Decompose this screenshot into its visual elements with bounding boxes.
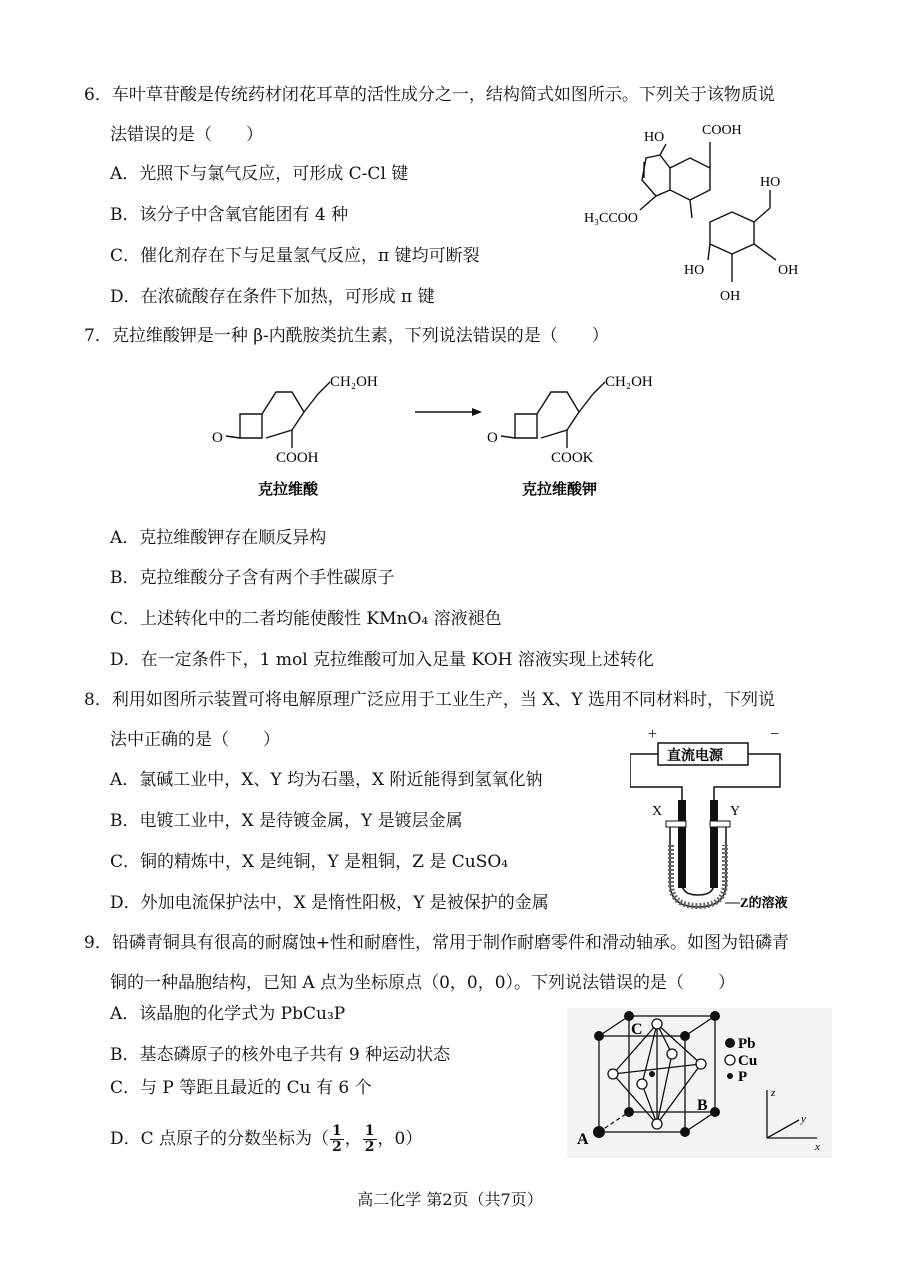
q6-stem-line1: 6．车叶草苷酸是传统药材闭花耳草的活性成分之一，结构简式如图所示。下列关于该物质说 — [84, 85, 775, 105]
q9-label-b: B — [697, 1097, 708, 1114]
q6-option-b: B．该分子中含氧官能团有 4 种 — [110, 205, 349, 225]
q9-option-b: B．基态磷原子的核外电子共有 9 种运动状态 — [110, 1045, 451, 1065]
q9-crystal-figure — [567, 1008, 832, 1158]
q6-label-ho3: HO — [684, 263, 705, 278]
q8-stem-line2: 法中正确的是（ ） — [110, 730, 280, 750]
q7-label-cooh: COOH — [276, 450, 319, 466]
q8-label-y: Y — [730, 804, 741, 819]
q7-option-c: C．上述转化中的二者均能使酸性 KMnO₄ 溶液褪色 — [110, 609, 502, 629]
q7-label-ch2oh-left: CH₂OH — [330, 374, 378, 390]
q8-label-source: 直流电源 — [667, 749, 723, 764]
q6-label-ac: H₃CCOO — [584, 211, 638, 226]
q8-option-a: A．氯碱工业中，X、Y 均为石墨，X 附近能得到氢氧化钠 — [110, 770, 543, 790]
q7-option-a: A．克拉维酸钾存在顺反异构 — [110, 528, 327, 548]
q6-option-c: C．催化剂存在下与足量氢气反应，π 键均可断裂 — [110, 246, 480, 266]
q9-option-d-suffix: ，0） — [377, 1129, 423, 1149]
q9-option-c: C．与 P 等距且最近的 Cu 有 6 个 — [110, 1078, 372, 1098]
q7-label-o-right: O — [487, 430, 498, 446]
q8-option-c: C．铜的精炼中，X 是纯铜，Y 是粗铜，Z 是 CuSO₄ — [110, 852, 509, 872]
q9-option-d: D．C 点原子的分数坐标为（ $\frac{1}{2}$ ， $\frac{1}{2}$ ，0） — [110, 1123, 423, 1155]
page-footer: 高二化学 第2页（共7页） — [357, 1190, 543, 1209]
q9-axis-y: y — [801, 1113, 806, 1125]
q7-label-o-left: O — [212, 430, 223, 446]
q6-structure-figure — [580, 110, 820, 310]
q8-electrolysis-figure — [630, 725, 800, 920]
q7-name-left: 克拉维酸 — [258, 482, 319, 498]
q8-label-minus: − — [770, 726, 780, 743]
q9-label-c: C — [631, 1021, 643, 1038]
q8-label-plus: + — [648, 726, 658, 743]
q9-option-d-prefix: D．C 点原子的分数坐标为（ — [110, 1129, 330, 1149]
q8-option-d: D．外加电流保护法中，X 是惰性阳极，Y 是被保护的金属 — [110, 893, 549, 913]
q9-legend-pb: Pb — [738, 1036, 756, 1052]
q8-option-b: B．电镀工业中，X 是待镀金属，Y 是镀层金属 — [110, 811, 463, 831]
q7-label-ch2oh-right: CH₂OH — [605, 374, 653, 390]
q9-legend-p: P — [738, 1069, 748, 1085]
q7-option-d: D．在一定条件下，1 mol 克拉维酸可加入足量 KOH 溶液实现上述转化 — [110, 650, 654, 670]
q9-stem-line1: 9．铅磷青铜具有很高的耐腐蚀+性和耐磨性，常用于制作耐磨零件和滑动轴承。如图为铅磷青 — [84, 933, 790, 953]
q9-option-a: A．该晶胞的化学式为 PbCu₃P — [110, 1004, 346, 1024]
q9-axis-z: z — [771, 1087, 776, 1099]
q6-stem-line2: 法错误的是（ ） — [110, 125, 263, 145]
q6-label-oh4: OH — [720, 289, 741, 304]
q9-axis-x: x — [815, 1141, 820, 1153]
q9-stem-line2: 铜的一种晶胞结构，已知 A 点为坐标原点（0，0，0）。下列说法错误的是（ ） — [110, 973, 736, 993]
q8-stem-line1: 8．利用如图所示装置可将电解原理广泛应用于工业生产，当 X、Y 选用不同材料时，下列说 — [84, 690, 775, 710]
q6-option-a: A．光照下与氯气反应，可形成 C-Cl 键 — [110, 164, 409, 184]
q7-option-b: B．克拉维酸分子含有两个手性碳原子 — [110, 568, 395, 588]
q7-reaction-figure — [210, 364, 670, 504]
q9-fraction-2: $\frac{1}{2}$ — [364, 1123, 375, 1155]
q8-label-x: X — [652, 804, 663, 819]
q9-fraction-1: $\frac{1}{2}$ — [332, 1123, 342, 1155]
q6-option-d: D．在浓硫酸存在条件下加热，可形成 π 键 — [110, 287, 435, 307]
q7-stem: 7．克拉维酸钾是一种 β-内酰胺类抗生素，下列说法错误的是（ ） — [84, 326, 609, 346]
q6-label-oh3: OH — [778, 263, 799, 278]
q6-label-ho2: HO — [760, 175, 781, 190]
q9-label-a: A — [577, 1131, 589, 1148]
q7-label-cook: COOK — [551, 450, 594, 466]
q6-label-cooh: COOH — [702, 123, 742, 138]
q7-name-right: 克拉维酸钾 — [522, 482, 598, 498]
q9-legend-cu: Cu — [738, 1053, 758, 1069]
q8-label-solution: Z的溶液 — [740, 895, 788, 910]
q6-label-ho: HO — [644, 130, 665, 145]
